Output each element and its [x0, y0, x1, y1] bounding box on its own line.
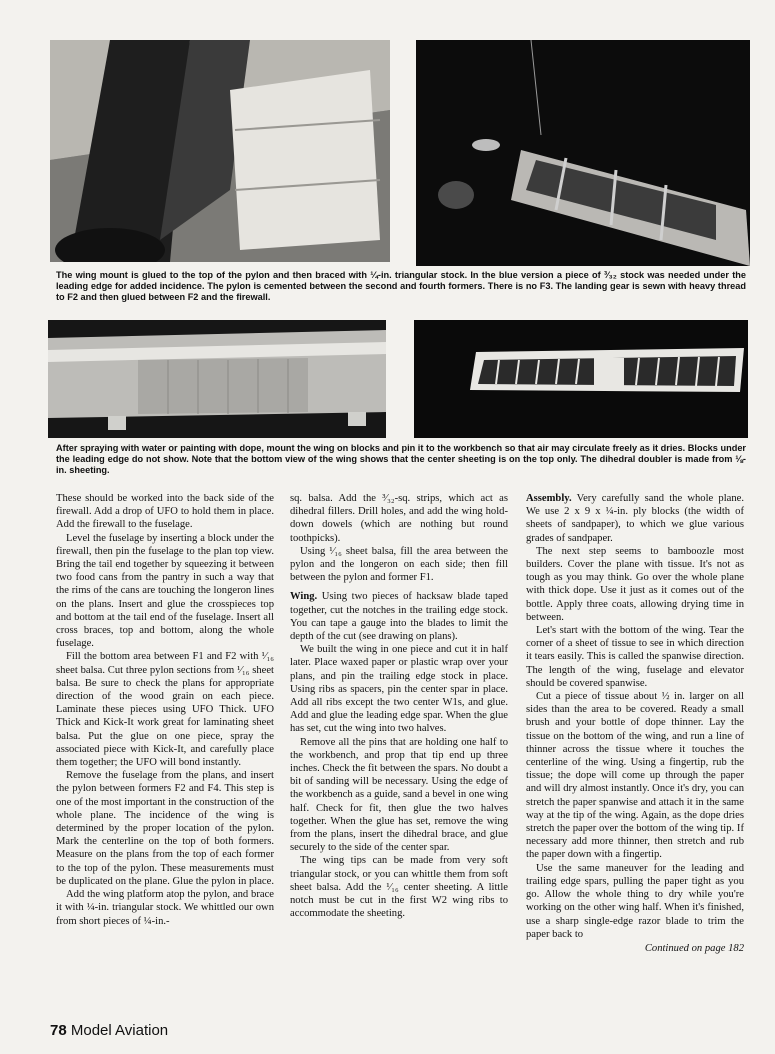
paragraph: Using ¹⁄₁₆ sheet balsa, fill the area between the pylon and the longeron on each side; then fill between the pylon and former F1. — [290, 545, 508, 584]
paragraph-wing: Wing. Using two pieces of hacksaw blade taped together, cut the notches in the trailing edge stock. You can tape a gauge into the blades to limit the depth of the cut (see drawing on plans). — [290, 591, 508, 643]
paragraph: These should be worked into the back side of the firewall. Add a drop of UFO to hold them in place. Add the firewall to the fuselage. — [56, 493, 274, 531]
photo-wing-mount — [50, 40, 390, 262]
page-number: 78 — [50, 1022, 67, 1039]
page-folio — [50, 1022, 168, 1039]
paragraph: The wing tips can be made from very soft triangular stock, or you can whittle them from soft sheet balsa. Add the ¹⁄₁₆ center sheeting. A little notch must be cut in the first W2 wing ribs to accommodate the sheeting. — [290, 855, 508, 920]
section-heading-assembly: Assembly. — [526, 493, 572, 504]
paragraph: Cut a piece of tissue about ½ in. larger on all sides than the area to be covered. Ready a small brush and your bottle of dope thinner. Lay the tissue on the bottom of the wing, and run a line of thinner across the tissue where it touches the centerline of the wing. Using a fingertip, rub the tissue; the dope will come up through the paper and will dry almost instantly. Once it's dry, you can stretch the paper spanwise and attach it in the same way at the tip of the wing. Again, as the dope dries stretch the paper over the bottom of the wing tip. If necessary add more thinner, then stretch and rub the paper down with a fingertip. — [526, 691, 744, 861]
paragraph: We built the wing in one piece and cut it in half later. Place waxed paper or plastic wrap over your plans, and pin the trailing edge stock in place. Using ribs as spacers, pin the center spar in place. Add all ribs except the two center W1s, and glue. Add and glue the leading edge spar. When the glue has set, cut the wing into two halves. — [290, 644, 508, 735]
caption-middle: After spraying with water or painting with dope, mount the wing on blocks and pin it to the workbench so that air may circulate freely as it dries. Blocks under the leading edge do not show. Note that the bottom view of the wing shows that the center sheeting is on the top only. The dihedral doubler is made from ⅛-in. sheeting. — [56, 443, 746, 476]
photo-wing-top — [414, 320, 748, 438]
text-column-3 — [526, 492, 744, 955]
paragraph: Fill the bottom area between F1 and F2 with ¹⁄₁₆ sheet balsa. Cut three pylon sections from ¹⁄₁₆ sheet balsa. Be sure to check the plans for appropriate direction of the wood grain on each piece. Laminate these pieces using UFO Thick. UFO Thick and Kick-It work great for laminating sheet balsa. Put the glue on one piece, spray the associated piece with Kick-It, and carefully place them together; the UFO will bond instantly. — [56, 651, 274, 769]
section-heading-wing: Wing. — [290, 591, 318, 603]
paragraph: Remove all the pins that are holding one half to the workbench, and prop that tip end up three inches. Check the fit between the spars. No doubt a bit of sanding will be necessary. Using the edge of the workbench as a guide, sand a bevel in one wing half. Check for fit, then glue the two halves together. When the glue has set, remove the wing from the plans, insert the dihedral brace, and glue securely to the side of the center spar. — [290, 736, 508, 854]
paragraph-assembly: Assembly. Very carefully sand the whole plane. We use 2 x 9 x ¼-in. ply blocks (the width of sheets of sandpaper), to which we glue various grades of sandpaper. — [526, 493, 744, 544]
photo-fuselage-frame — [416, 40, 750, 266]
paragraph: The next step seems to bamboozle most builders. Cover the plane with tissue. It's not as tough as you may think. Go over the whole plane with thick dope. Use it just as it comes out of the bottle. Apply three coats, allowing drying time in between. — [526, 545, 744, 623]
paragraph: Add the wing platform atop the pylon, and brace it with ¼-in. triangular stock. We whittled our own from short pieces of ¼-in.- — [56, 889, 274, 927]
paragraph: sq. balsa. Add the ³⁄₃₂-sq. strips, which act as dihedral fillers. Drill holes, and add the wing hold-down dowels (which are nothing but round toothpicks). — [290, 493, 508, 544]
text-column-2 — [290, 492, 508, 921]
paragraph: Let's start with the bottom of the wing. Tear the corner of a sheet of tissue to see in which direction it tears easily. This is called the spanwise direction. The length of the wing, fuselage and elevator should be covered spanwise. — [526, 625, 744, 689]
caption-top: The wing mount is glued to the top of the pylon and then braced with ¼-in. triangular stock. In the blue version a piece of ³⁄₃₂ stock was needed under the leading edge for added incidence. The pylon is cemented between the second and fourth formers. There is no F3. The landing gear is sewn with heavy thread to F2 and then glued between F2 and the firewall. — [56, 270, 746, 303]
paragraph: Use the same maneuver for the leading and trailing edge spars, pulling the paper tight as you go. Allow the whole thing to dry while you're working on the other wing half. When it's finished, use a sharp single-edge razor blade to trim the paper back to — [526, 862, 744, 940]
photo-wing-blocks — [48, 320, 386, 438]
publication-name: Model Aviation — [70, 1022, 169, 1039]
continued-note: Continued on page 182 — [644, 942, 744, 954]
text-column-1 — [56, 492, 274, 928]
paragraph: Level the fuselage by inserting a block under the firewall, then pin the fuselage to the plan top view. Bring the tail end together by squeezing it between two food cans from the pantry in such a way that the rims of the cans are touching the longeron lines on the plans. Insert and glue the crosspieces top and bottom at the tail end of the fuselage. Insert all cross braces, top and bottom, along the whole fuselage. — [56, 532, 274, 650]
paragraph: Remove the fuselage from the plans, and insert the pylon between formers F2 and F4. This step is one of the most important in the construction of the whole plane. The incidence of the wing is determined by the proper location of the pylon. Mark the centerline on the top of both formers. Measure on the plans from the top of each former to the top of the pylon. These measurements must be duplicated on the plane. Glue the pylon in place. — [56, 770, 275, 887]
